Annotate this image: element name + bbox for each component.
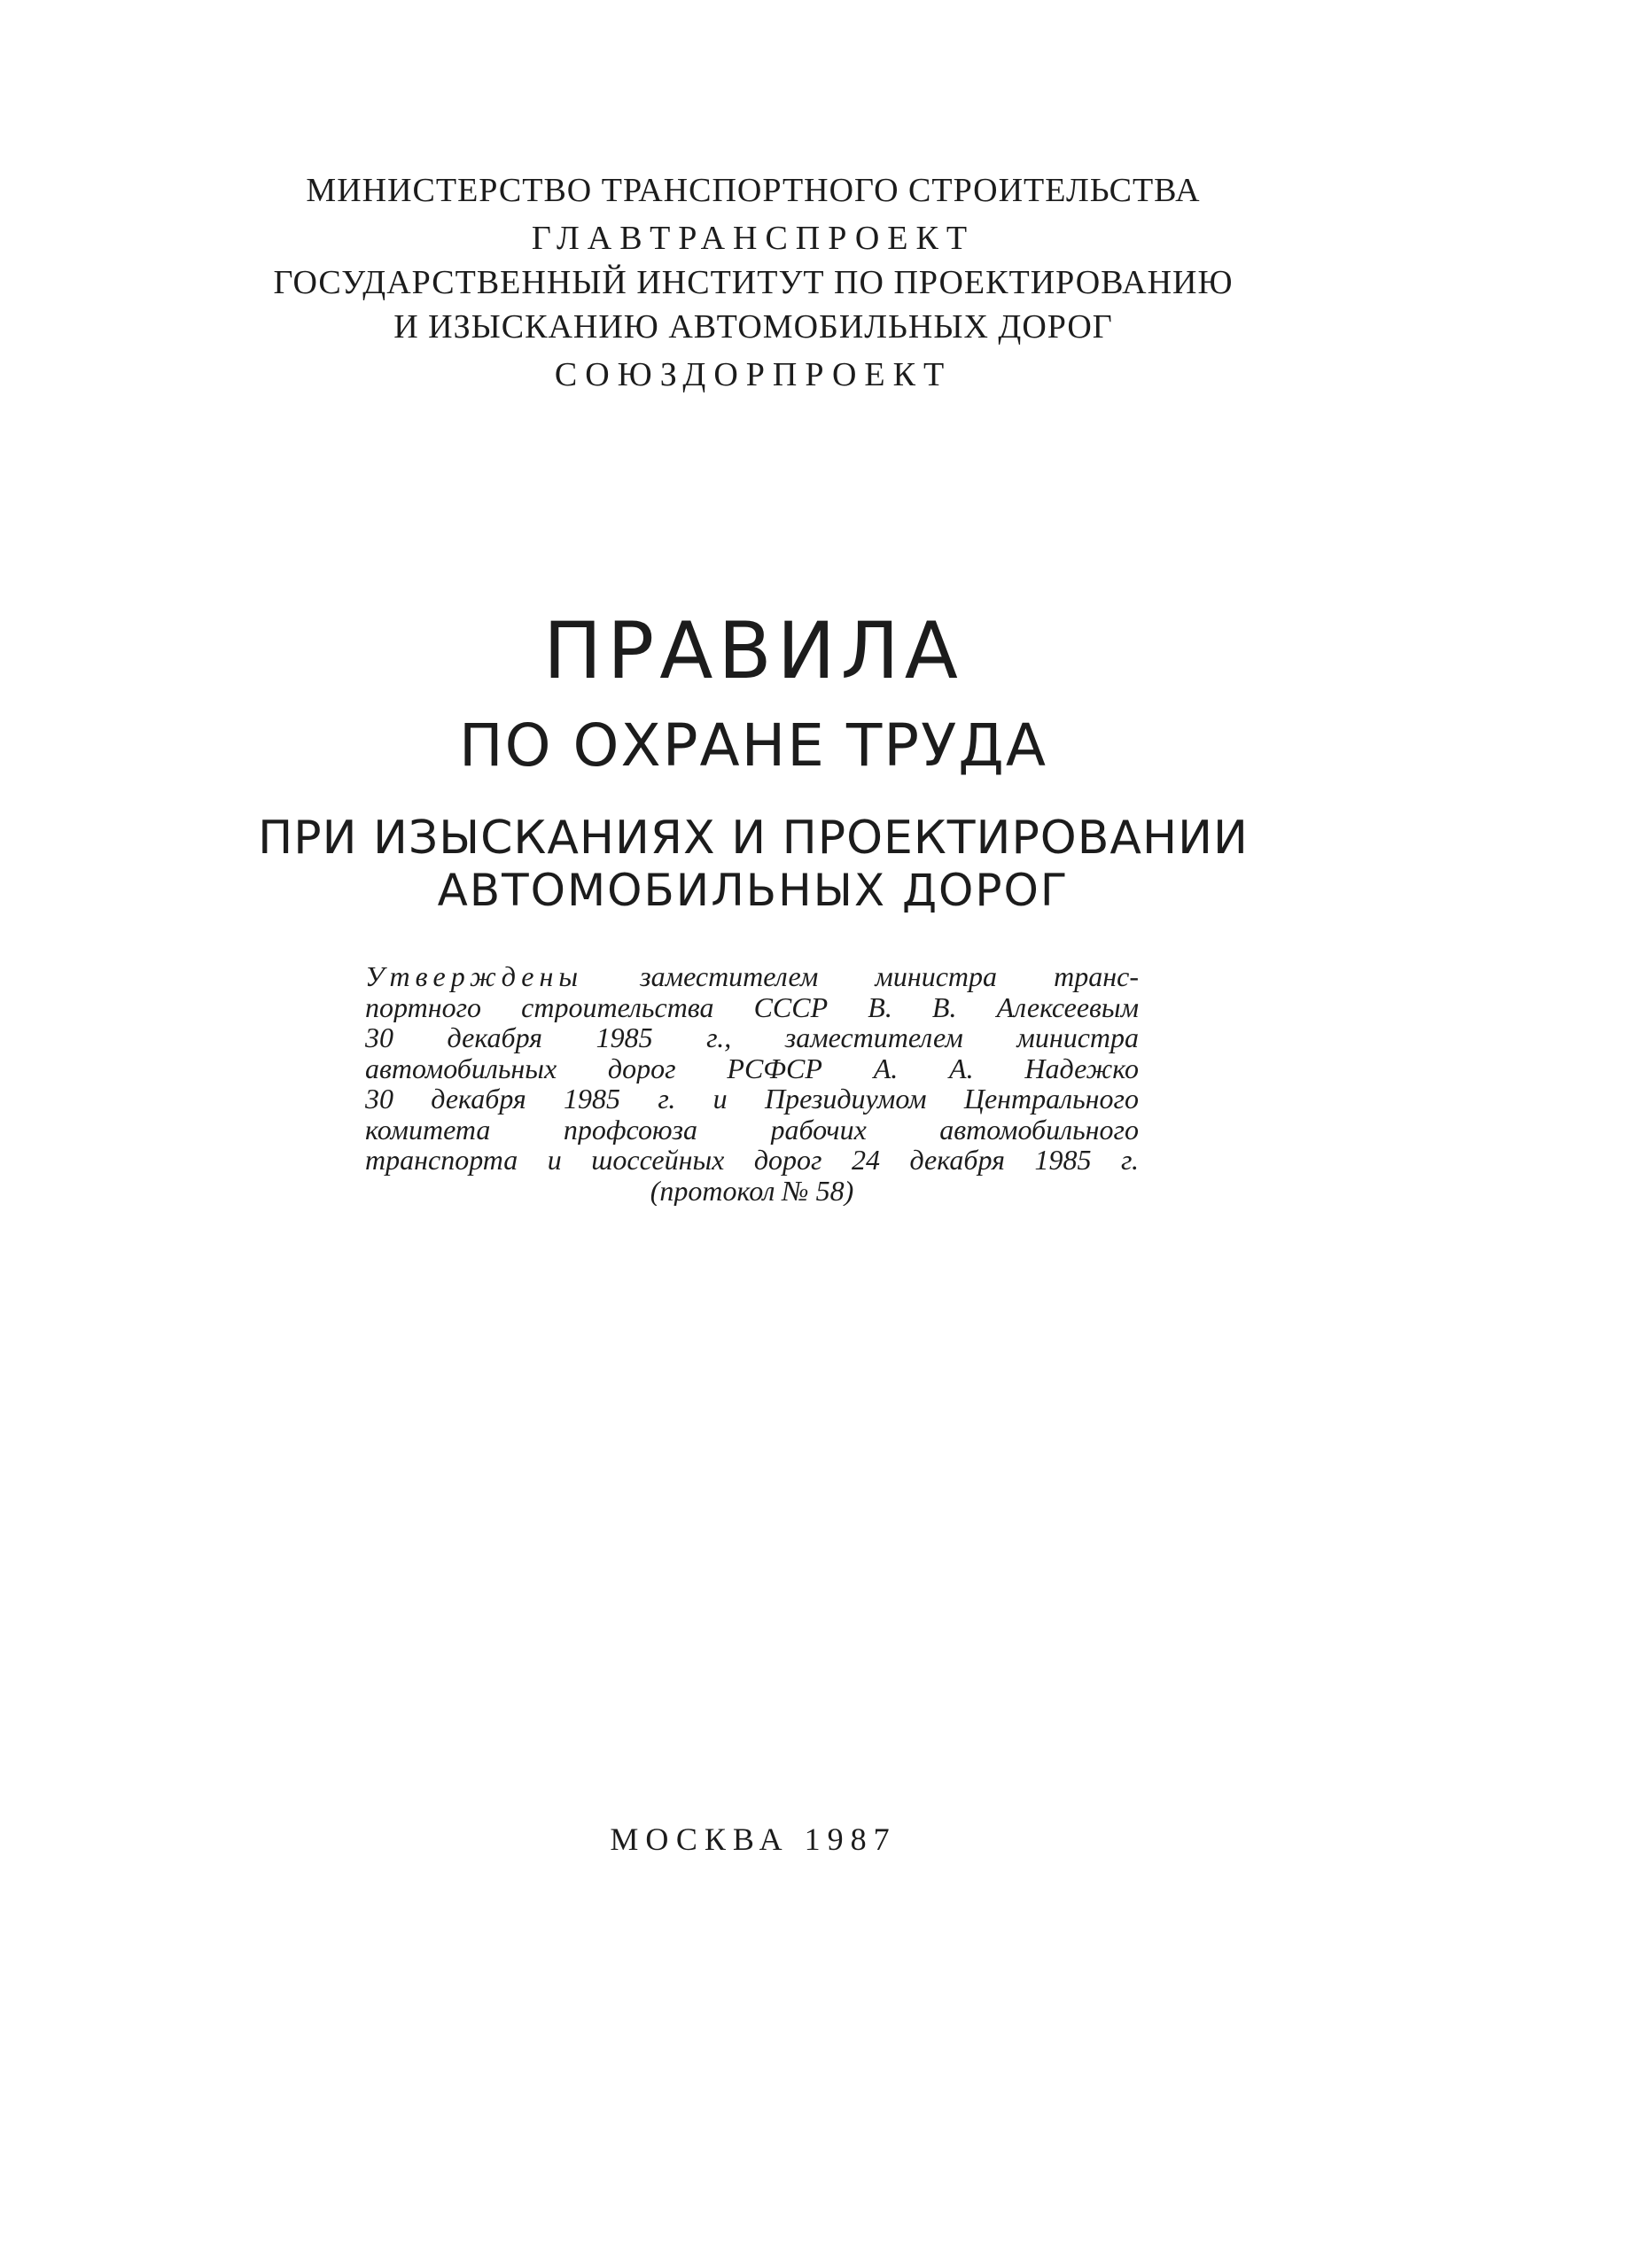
document-title [0, 602, 1507, 916]
title-subtitle: ПО ОХРАНЕ ТРУДА [458, 711, 1048, 780]
title-subtitle-line2: ПРИ ИЗЫСКАНИЯХ И ПРОЕКТИРОВАНИИ [258, 812, 1249, 865]
publication-imprint: МОСКВА 1987 [610, 1821, 897, 1857]
institute-name-line2: И ИЗЫСКАНИЮ АВТОМОБИЛЬНЫХ ДОРОГ [393, 308, 1113, 346]
title-main: ПРАВИЛА [542, 605, 963, 696]
publisher-header [0, 168, 1507, 397]
approval-line: автомобильных дорог РСФСР А. А. Надежко [365, 1052, 1139, 1084]
directorate-name: ГЛАВТРАНСПРОЕКТ [531, 220, 976, 257]
approval-lead: Утверждены [365, 961, 584, 992]
title-subtitle-line3: АВТОМОБИЛЬНЫХ ДОРОГ [437, 865, 1070, 916]
approval-line: портного строительства СССР В. В. Алексеевым [365, 991, 1139, 1022]
ministry-name: МИНИСТЕРСТВО ТРАНСПОРТНОГО СТРОИТЕЛЬСТВА [306, 172, 1201, 209]
approval-protocol: (протокол № 58) [650, 1175, 854, 1206]
approval-note [365, 961, 1139, 1206]
approval-line [365, 961, 1139, 992]
institute-name-line1: ГОСУДАРСТВЕННЫЙ ИНСТИТУТ ПО ПРОЕКТИРОВАНИЮ [273, 264, 1234, 301]
approval-line: 30 декабря 1985 г., заместителем министра [365, 1022, 1139, 1053]
approval-line-text: заместителем министра транс- [583, 961, 1139, 992]
organization-name: СОЮЗДОРПРОЕКТ [554, 356, 953, 393]
approval-line: 30 декабря 1985 г. и Президиумом Центрального [365, 1084, 1139, 1115]
approval-line: комитета профсоюза рабочих автомобильного [365, 1114, 1139, 1145]
approval-line: транспорта и шоссейных дорог 24 декабря 1985 г. [365, 1145, 1139, 1176]
